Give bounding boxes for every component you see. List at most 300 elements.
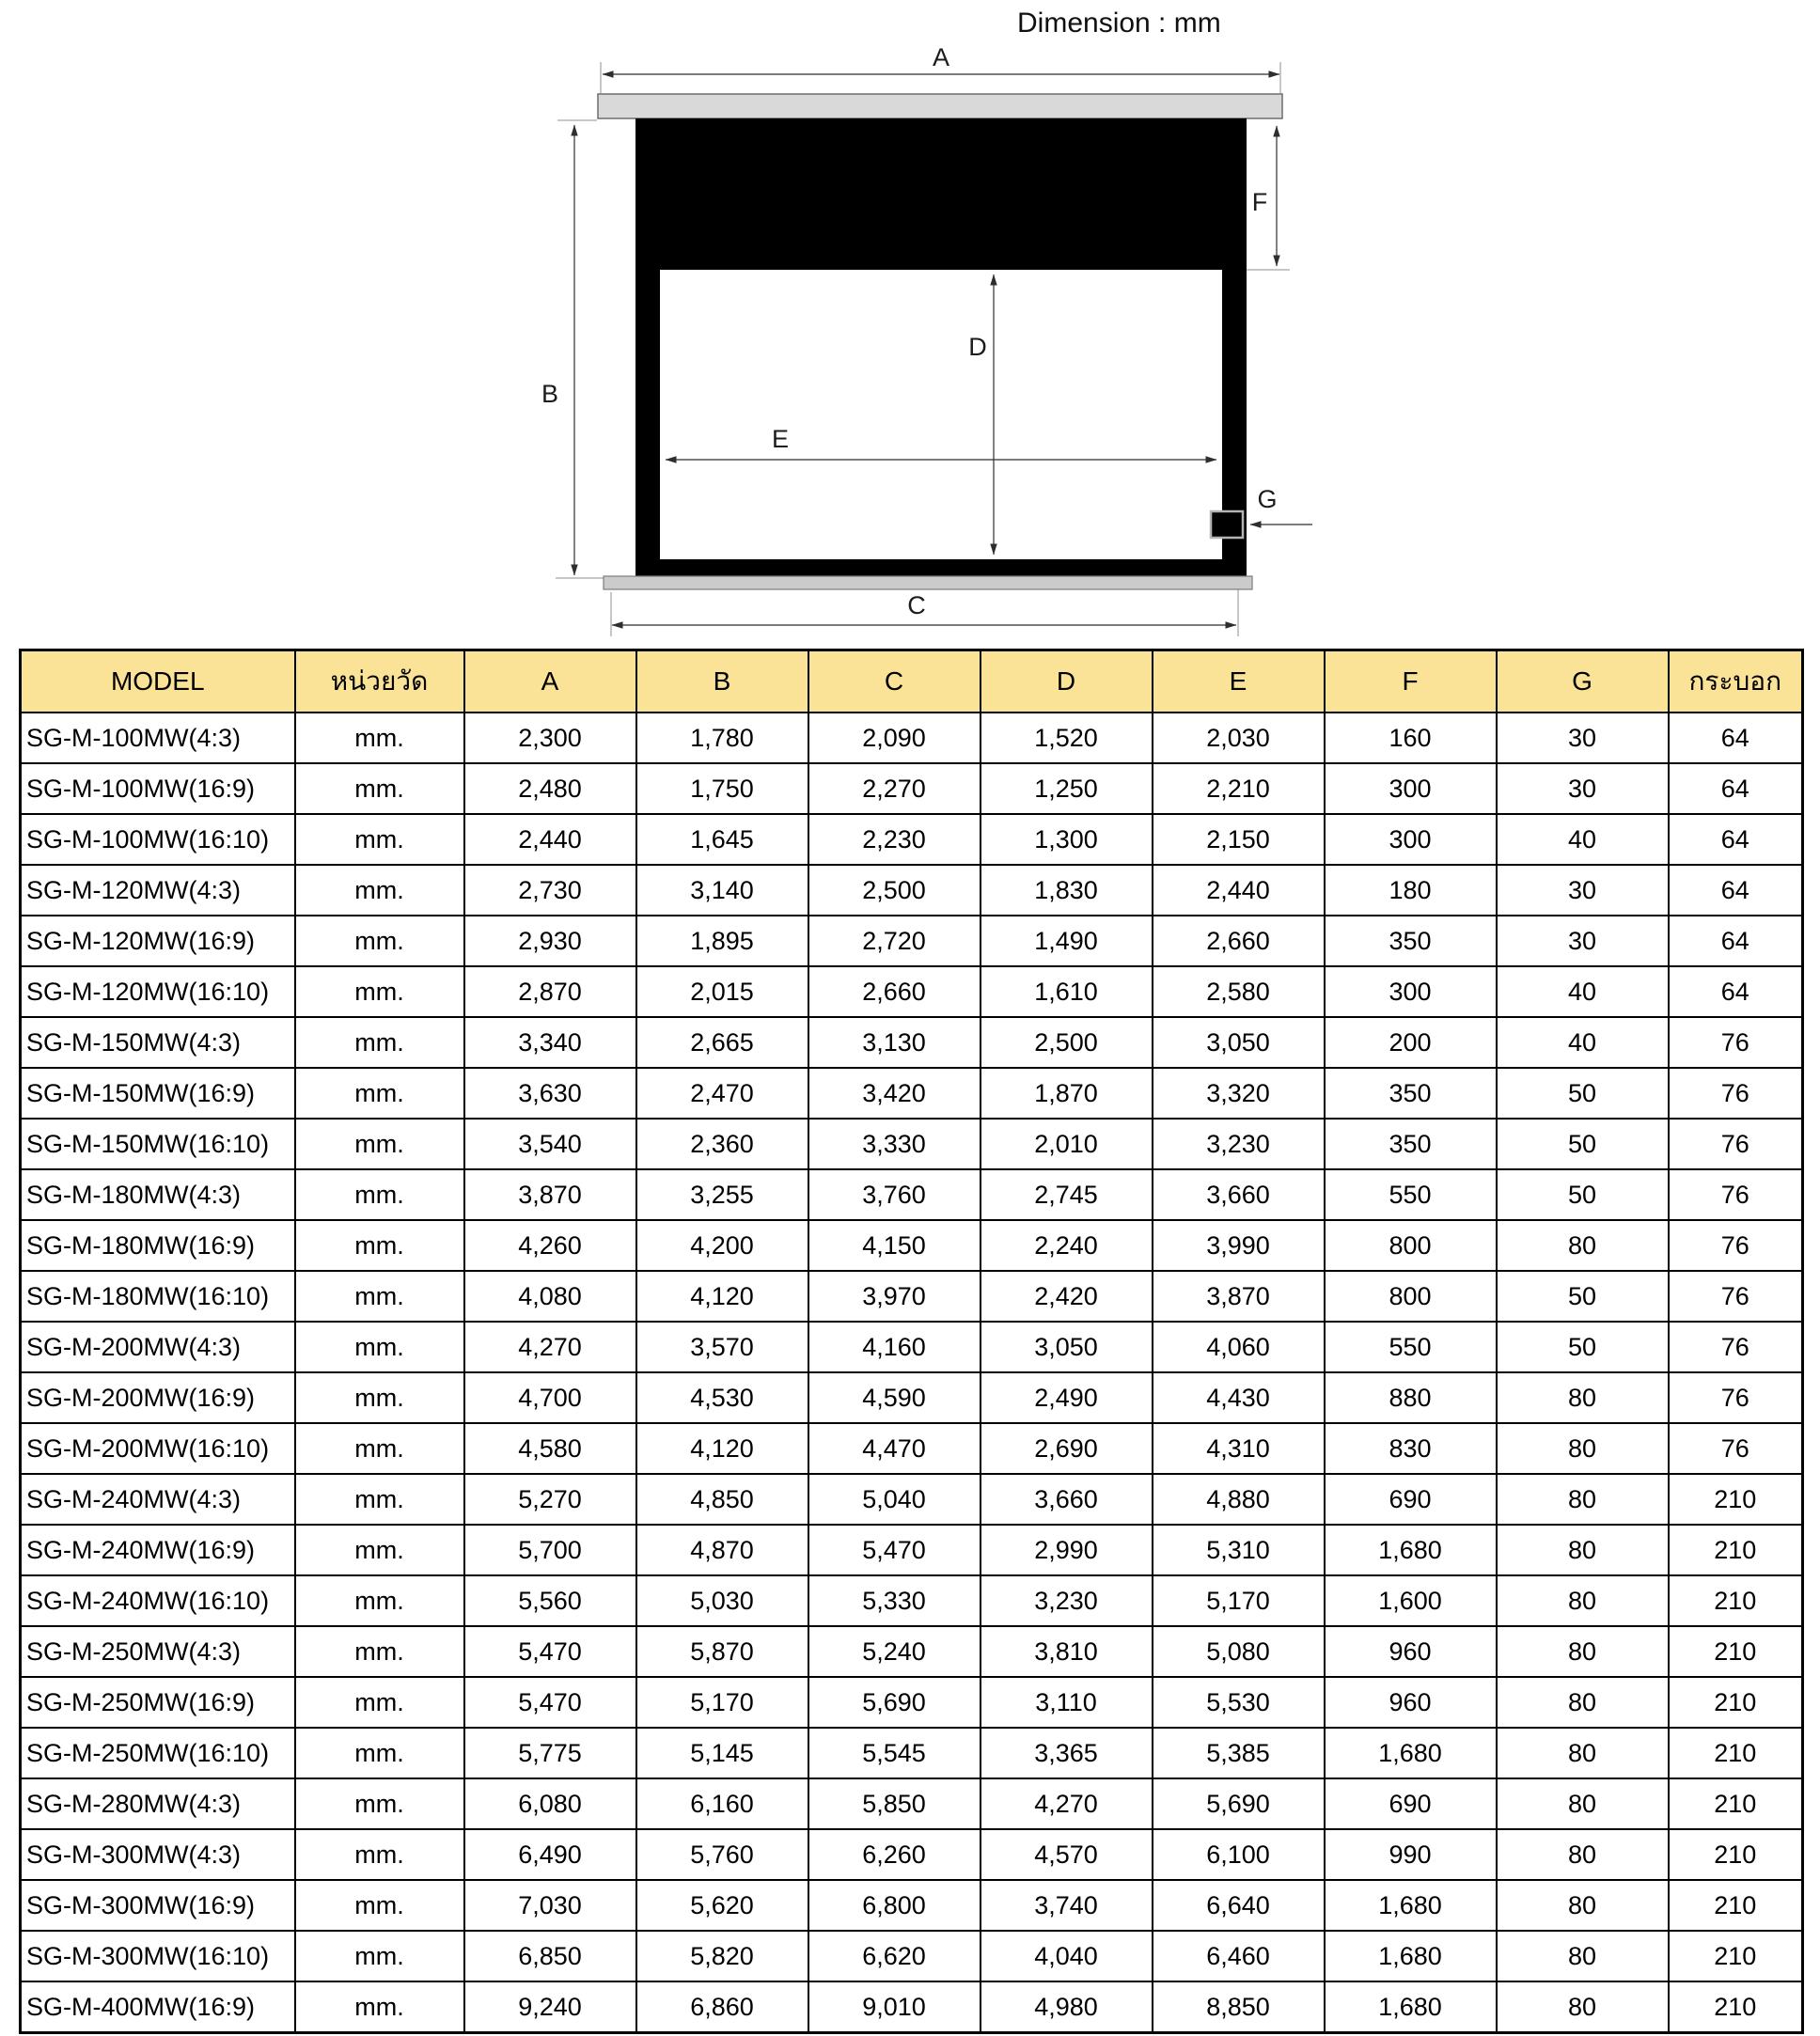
table-row bbox=[21, 1829, 1803, 1880]
spec-value-cell: 300 bbox=[1325, 966, 1497, 1017]
spec-value-cell: 5,690 bbox=[808, 1677, 981, 1728]
column-header: A bbox=[464, 650, 636, 713]
dim-label-e: E bbox=[771, 425, 790, 453]
spec-value-cell: 3,050 bbox=[1153, 1017, 1325, 1068]
spec-value-cell: 5,820 bbox=[636, 1931, 808, 1981]
spec-value-cell: 76 bbox=[1669, 1068, 1803, 1119]
spec-value-cell: 2,490 bbox=[981, 1372, 1153, 1423]
spec-value-cell: 2,745 bbox=[981, 1169, 1153, 1220]
spec-value-cell: 80 bbox=[1497, 1728, 1669, 1778]
spec-value-cell: 300 bbox=[1325, 763, 1497, 814]
spec-value-cell: 5,870 bbox=[636, 1626, 808, 1677]
spec-value-cell: 2,440 bbox=[464, 814, 636, 865]
spec-value-cell: 2,500 bbox=[981, 1017, 1153, 1068]
table-row bbox=[21, 1017, 1803, 1068]
spec-value-cell: mm. bbox=[295, 1525, 464, 1575]
spec-table bbox=[19, 649, 1804, 2034]
model-cell: SG-M-150MW(16:10) bbox=[21, 1119, 295, 1169]
spec-value-cell: 830 bbox=[1325, 1423, 1497, 1474]
spec-value-cell: 5,690 bbox=[1153, 1778, 1325, 1829]
spec-value-cell: 3,740 bbox=[981, 1880, 1153, 1931]
model-cell: SG-M-180MW(16:10) bbox=[21, 1271, 295, 1322]
spec-value-cell: 5,470 bbox=[464, 1677, 636, 1728]
spec-value-cell: mm. bbox=[295, 1119, 464, 1169]
spec-value-cell: 1,750 bbox=[636, 763, 808, 814]
spec-value-cell: 200 bbox=[1325, 1017, 1497, 1068]
spec-value-cell: 2,480 bbox=[464, 763, 636, 814]
spec-value-cell: 690 bbox=[1325, 1778, 1497, 1829]
spec-value-cell: 4,120 bbox=[636, 1423, 808, 1474]
model-cell: SG-M-100MW(16:10) bbox=[21, 814, 295, 865]
spec-value-cell: 30 bbox=[1497, 865, 1669, 916]
spec-value-cell: mm. bbox=[295, 1271, 464, 1322]
spec-value-cell: 50 bbox=[1497, 1169, 1669, 1220]
spec-value-cell: mm. bbox=[295, 1778, 464, 1829]
spec-value-cell: 30 bbox=[1497, 763, 1669, 814]
model-cell: SG-M-200MW(16:10) bbox=[21, 1423, 295, 1474]
model-cell: SG-M-280MW(4:3) bbox=[21, 1778, 295, 1829]
spec-value-cell: 2,580 bbox=[1153, 966, 1325, 1017]
spec-value-cell: 210 bbox=[1669, 1525, 1803, 1575]
table-row bbox=[21, 1677, 1803, 1728]
spec-value-cell: 6,850 bbox=[464, 1931, 636, 1981]
spec-value-cell: 5,385 bbox=[1153, 1728, 1325, 1778]
table-row bbox=[21, 814, 1803, 865]
spec-value-cell: 3,365 bbox=[981, 1728, 1153, 1778]
dim-label-b: B bbox=[541, 380, 559, 408]
spec-value-cell: 210 bbox=[1669, 1880, 1803, 1931]
spec-value-cell: 5,760 bbox=[636, 1829, 808, 1880]
spec-value-cell: 690 bbox=[1325, 1474, 1497, 1525]
spec-value-cell: 2,230 bbox=[808, 814, 981, 865]
spec-value-cell: 4,870 bbox=[636, 1525, 808, 1575]
spec-value-cell: 76 bbox=[1669, 1017, 1803, 1068]
spec-value-cell: 2,240 bbox=[981, 1220, 1153, 1271]
spec-value-cell: 3,050 bbox=[981, 1322, 1153, 1372]
spec-value-cell: 4,200 bbox=[636, 1220, 808, 1271]
spec-value-cell: mm. bbox=[295, 1372, 464, 1423]
spec-value-cell: 5,145 bbox=[636, 1728, 808, 1778]
spec-value-cell: 2,500 bbox=[808, 865, 981, 916]
spec-value-cell: 3,320 bbox=[1153, 1068, 1325, 1119]
spec-value-cell: 4,590 bbox=[808, 1372, 981, 1423]
spec-value-cell: 6,620 bbox=[808, 1931, 981, 1981]
spec-value-cell: 2,010 bbox=[981, 1119, 1153, 1169]
model-cell: SG-M-300MW(4:3) bbox=[21, 1829, 295, 1880]
spec-value-cell: 2,690 bbox=[981, 1423, 1153, 1474]
model-cell: SG-M-150MW(4:3) bbox=[21, 1017, 295, 1068]
spec-value-cell: mm. bbox=[295, 1728, 464, 1778]
model-cell: SG-M-250MW(16:10) bbox=[21, 1728, 295, 1778]
table-row bbox=[21, 1220, 1803, 1271]
spec-value-cell: 3,570 bbox=[636, 1322, 808, 1372]
spec-value-cell: 6,640 bbox=[1153, 1880, 1325, 1931]
spec-value-cell: 80 bbox=[1497, 1525, 1669, 1575]
casing-bar bbox=[598, 94, 1282, 118]
column-header: C bbox=[808, 650, 981, 713]
table-row bbox=[21, 865, 1803, 916]
spec-value-cell: 3,760 bbox=[808, 1169, 981, 1220]
model-cell: SG-M-150MW(16:9) bbox=[21, 1068, 295, 1119]
spec-value-cell: 5,240 bbox=[808, 1626, 981, 1677]
table-row bbox=[21, 1525, 1803, 1575]
spec-value-cell: 5,330 bbox=[808, 1575, 981, 1626]
spec-value-cell: 2,665 bbox=[636, 1017, 808, 1068]
spec-value-cell: 2,660 bbox=[808, 966, 981, 1017]
spec-value-cell: 80 bbox=[1497, 1778, 1669, 1829]
spec-value-cell: 1,250 bbox=[981, 763, 1153, 814]
spec-value-cell: 3,870 bbox=[464, 1169, 636, 1220]
model-cell: SG-M-180MW(16:9) bbox=[21, 1220, 295, 1271]
spec-value-cell: 5,030 bbox=[636, 1575, 808, 1626]
viewing-area bbox=[660, 270, 1222, 559]
spec-value-cell: 3,230 bbox=[981, 1575, 1153, 1626]
spec-value-cell: 5,080 bbox=[1153, 1626, 1325, 1677]
spec-value-cell: 350 bbox=[1325, 1119, 1497, 1169]
spec-value-cell: mm. bbox=[295, 1220, 464, 1271]
spec-value-cell: 6,100 bbox=[1153, 1829, 1325, 1880]
spec-value-cell: 64 bbox=[1669, 966, 1803, 1017]
dim-label-c: C bbox=[907, 591, 926, 619]
spec-value-cell: 2,440 bbox=[1153, 865, 1325, 916]
spec-value-cell: mm. bbox=[295, 1880, 464, 1931]
spec-value-cell: 5,700 bbox=[464, 1525, 636, 1575]
spec-value-cell: 4,270 bbox=[981, 1778, 1153, 1829]
spec-value-cell: 76 bbox=[1669, 1119, 1803, 1169]
spec-value-cell: 2,300 bbox=[464, 713, 636, 763]
column-header: หน่วยวัด bbox=[295, 650, 464, 713]
header-row bbox=[21, 650, 1803, 713]
spec-value-cell: 4,570 bbox=[981, 1829, 1153, 1880]
spec-value-cell: 1,680 bbox=[1325, 1880, 1497, 1931]
spec-value-cell: 3,870 bbox=[1153, 1271, 1325, 1322]
spec-value-cell: 350 bbox=[1325, 916, 1497, 966]
spec-value-cell: 9,010 bbox=[808, 1981, 981, 2033]
model-cell: SG-M-100MW(4:3) bbox=[21, 713, 295, 763]
spec-value-cell: mm. bbox=[295, 1575, 464, 1626]
spec-value-cell: 1,490 bbox=[981, 916, 1153, 966]
spec-value-cell: 76 bbox=[1669, 1372, 1803, 1423]
spec-value-cell: 800 bbox=[1325, 1271, 1497, 1322]
spec-value-cell: 2,720 bbox=[808, 916, 981, 966]
spec-value-cell: mm. bbox=[295, 763, 464, 814]
dimension-unit-note: Dimension : mm bbox=[1017, 8, 1221, 39]
spec-value-cell: 2,470 bbox=[636, 1068, 808, 1119]
spec-value-cell: 2,730 bbox=[464, 865, 636, 916]
spec-value-cell: 3,140 bbox=[636, 865, 808, 916]
spec-value-cell: 76 bbox=[1669, 1220, 1803, 1271]
spec-value-cell: 5,470 bbox=[808, 1525, 981, 1575]
model-cell: SG-M-100MW(16:9) bbox=[21, 763, 295, 814]
spec-value-cell: 76 bbox=[1669, 1169, 1803, 1220]
table-row bbox=[21, 1119, 1803, 1169]
model-cell: SG-M-180MW(4:3) bbox=[21, 1169, 295, 1220]
model-cell: SG-M-300MW(16:9) bbox=[21, 1880, 295, 1931]
table-row bbox=[21, 1728, 1803, 1778]
spec-value-cell: 1,870 bbox=[981, 1068, 1153, 1119]
spec-value-cell: 5,620 bbox=[636, 1880, 808, 1931]
spec-value-cell: 50 bbox=[1497, 1119, 1669, 1169]
model-cell: SG-M-240MW(16:10) bbox=[21, 1575, 295, 1626]
spec-value-cell: mm. bbox=[295, 1677, 464, 1728]
spec-value-cell: 7,030 bbox=[464, 1880, 636, 1931]
spec-value-cell: mm. bbox=[295, 713, 464, 763]
spec-value-cell: 2,030 bbox=[1153, 713, 1325, 763]
spec-value-cell: 4,080 bbox=[464, 1271, 636, 1322]
column-header: กระบอก bbox=[1669, 650, 1803, 713]
spec-value-cell: mm. bbox=[295, 1169, 464, 1220]
spec-value-cell: 3,660 bbox=[1153, 1169, 1325, 1220]
spec-value-cell: 6,160 bbox=[636, 1778, 808, 1829]
spec-value-cell: 80 bbox=[1497, 1220, 1669, 1271]
table-row bbox=[21, 1575, 1803, 1626]
spec-value-cell: 4,430 bbox=[1153, 1372, 1325, 1423]
spec-value-cell: 64 bbox=[1669, 763, 1803, 814]
model-cell: SG-M-300MW(16:10) bbox=[21, 1931, 295, 1981]
g-detail-square bbox=[1211, 511, 1243, 538]
spec-value-cell: 4,700 bbox=[464, 1372, 636, 1423]
spec-value-cell: 6,080 bbox=[464, 1778, 636, 1829]
spec-value-cell: 6,460 bbox=[1153, 1931, 1325, 1981]
spec-table-body bbox=[21, 713, 1803, 2033]
model-cell: SG-M-250MW(4:3) bbox=[21, 1626, 295, 1677]
column-header: D bbox=[981, 650, 1153, 713]
spec-value-cell: 40 bbox=[1497, 814, 1669, 865]
column-header: F bbox=[1325, 650, 1497, 713]
table-row bbox=[21, 1068, 1803, 1119]
spec-value-cell: mm. bbox=[295, 1626, 464, 1677]
spec-value-cell: 6,800 bbox=[808, 1880, 981, 1931]
spec-value-cell: 3,110 bbox=[981, 1677, 1153, 1728]
spec-value-cell: 350 bbox=[1325, 1068, 1497, 1119]
spec-value-cell: 550 bbox=[1325, 1169, 1497, 1220]
spec-value-cell: 80 bbox=[1497, 1677, 1669, 1728]
column-header: MODEL bbox=[21, 650, 295, 713]
spec-value-cell: 1,680 bbox=[1325, 1728, 1497, 1778]
spec-value-cell: mm. bbox=[295, 865, 464, 916]
table-row bbox=[21, 1474, 1803, 1525]
spec-value-cell: 80 bbox=[1497, 1981, 1669, 2033]
spec-value-cell: 50 bbox=[1497, 1271, 1669, 1322]
spec-value-cell: 3,970 bbox=[808, 1271, 981, 1322]
spec-value-cell: 5,530 bbox=[1153, 1677, 1325, 1728]
dim-label-g: G bbox=[1257, 485, 1278, 513]
spec-value-cell: 2,420 bbox=[981, 1271, 1153, 1322]
spec-value-cell: 3,990 bbox=[1153, 1220, 1325, 1271]
spec-value-cell: 1,600 bbox=[1325, 1575, 1497, 1626]
spec-value-cell: 1,680 bbox=[1325, 1931, 1497, 1981]
spec-value-cell: 5,545 bbox=[808, 1728, 981, 1778]
spec-value-cell: 6,260 bbox=[808, 1829, 981, 1880]
spec-value-cell: 80 bbox=[1497, 1626, 1669, 1677]
dim-label-d: D bbox=[968, 333, 987, 361]
spec-value-cell: 64 bbox=[1669, 713, 1803, 763]
spec-value-cell: 3,340 bbox=[464, 1017, 636, 1068]
spec-value-cell: 80 bbox=[1497, 1474, 1669, 1525]
spec-value-cell: 4,880 bbox=[1153, 1474, 1325, 1525]
spec-value-cell: 76 bbox=[1669, 1271, 1803, 1322]
spec-value-cell: 4,260 bbox=[464, 1220, 636, 1271]
spec-value-cell: 2,015 bbox=[636, 966, 808, 1017]
table-row bbox=[21, 1626, 1803, 1677]
model-cell: SG-M-200MW(16:9) bbox=[21, 1372, 295, 1423]
column-header: G bbox=[1497, 650, 1669, 713]
spec-value-cell: 3,130 bbox=[808, 1017, 981, 1068]
spec-value-cell: 2,990 bbox=[981, 1525, 1153, 1575]
table-row bbox=[21, 966, 1803, 1017]
dim-label-a: A bbox=[932, 43, 950, 71]
spec-value-cell: 1,830 bbox=[981, 865, 1153, 916]
model-cell: SG-M-120MW(16:9) bbox=[21, 916, 295, 966]
spec-value-cell: 2,870 bbox=[464, 966, 636, 1017]
spec-value-cell: 210 bbox=[1669, 1474, 1803, 1525]
spec-value-cell: 4,060 bbox=[1153, 1322, 1325, 1372]
spec-value-cell: 160 bbox=[1325, 713, 1497, 763]
column-header: E bbox=[1153, 650, 1325, 713]
spec-value-cell: 64 bbox=[1669, 916, 1803, 966]
spec-value-cell: 4,160 bbox=[808, 1322, 981, 1372]
spec-value-cell: 5,310 bbox=[1153, 1525, 1325, 1575]
spec-value-cell: 210 bbox=[1669, 1575, 1803, 1626]
table-row bbox=[21, 1372, 1803, 1423]
table-row bbox=[21, 1169, 1803, 1220]
spec-value-cell: 800 bbox=[1325, 1220, 1497, 1271]
model-cell: SG-M-200MW(4:3) bbox=[21, 1322, 295, 1372]
spec-value-cell: mm. bbox=[295, 1474, 464, 1525]
spec-value-cell: 2,930 bbox=[464, 916, 636, 966]
spec-value-cell: 210 bbox=[1669, 1778, 1803, 1829]
spec-value-cell: 8,850 bbox=[1153, 1981, 1325, 2033]
spec-value-cell: 210 bbox=[1669, 1981, 1803, 2033]
spec-value-cell: 5,170 bbox=[1153, 1575, 1325, 1626]
spec-value-cell: 50 bbox=[1497, 1068, 1669, 1119]
table-row bbox=[21, 1981, 1803, 2033]
spec-value-cell: mm. bbox=[295, 916, 464, 966]
spec-value-cell: 4,040 bbox=[981, 1931, 1153, 1981]
model-cell: SG-M-400MW(16:9) bbox=[21, 1981, 295, 2033]
spec-value-cell: 4,530 bbox=[636, 1372, 808, 1423]
spec-value-cell: 1,680 bbox=[1325, 1525, 1497, 1575]
table-row bbox=[21, 1931, 1803, 1981]
spec-value-cell: 5,270 bbox=[464, 1474, 636, 1525]
spec-value-cell: 1,610 bbox=[981, 966, 1153, 1017]
spec-value-cell: 5,470 bbox=[464, 1626, 636, 1677]
table-row bbox=[21, 1322, 1803, 1372]
spec-value-cell: 64 bbox=[1669, 865, 1803, 916]
table-row bbox=[21, 1271, 1803, 1322]
spec-value-cell: 4,120 bbox=[636, 1271, 808, 1322]
spec-value-cell: 40 bbox=[1497, 1017, 1669, 1068]
spec-value-cell: mm. bbox=[295, 966, 464, 1017]
spec-value-cell: 3,540 bbox=[464, 1119, 636, 1169]
column-header: B bbox=[636, 650, 808, 713]
table-row bbox=[21, 916, 1803, 966]
spec-value-cell: 4,850 bbox=[636, 1474, 808, 1525]
spec-value-cell: 4,310 bbox=[1153, 1423, 1325, 1474]
spec-value-cell: 3,330 bbox=[808, 1119, 981, 1169]
spec-value-cell: mm. bbox=[295, 1068, 464, 1119]
spec-value-cell: 1,780 bbox=[636, 713, 808, 763]
model-cell: SG-M-120MW(4:3) bbox=[21, 865, 295, 916]
spec-value-cell: 3,255 bbox=[636, 1169, 808, 1220]
screen-diagram bbox=[0, 0, 1820, 645]
spec-value-cell: 960 bbox=[1325, 1677, 1497, 1728]
bottom-weight-bar bbox=[604, 576, 1252, 589]
model-cell: SG-M-240MW(4:3) bbox=[21, 1474, 295, 1525]
spec-value-cell: 6,860 bbox=[636, 1981, 808, 2033]
spec-value-cell: 2,660 bbox=[1153, 916, 1325, 966]
spec-value-cell: 3,420 bbox=[808, 1068, 981, 1119]
table-row bbox=[21, 1423, 1803, 1474]
spec-table-section bbox=[19, 649, 1801, 2034]
spec-value-cell: 5,560 bbox=[464, 1575, 636, 1626]
spec-value-cell: 550 bbox=[1325, 1322, 1497, 1372]
spec-value-cell: 990 bbox=[1325, 1829, 1497, 1880]
spec-value-cell: 2,090 bbox=[808, 713, 981, 763]
spec-value-cell: 3,810 bbox=[981, 1626, 1153, 1677]
spec-value-cell: 210 bbox=[1669, 1626, 1803, 1677]
spec-value-cell: 880 bbox=[1325, 1372, 1497, 1423]
spec-value-cell: 80 bbox=[1497, 1372, 1669, 1423]
spec-value-cell: 3,660 bbox=[981, 1474, 1153, 1525]
dim-label-f: F bbox=[1251, 188, 1268, 216]
spec-value-cell: 9,240 bbox=[464, 1981, 636, 2033]
spec-value-cell: 64 bbox=[1669, 814, 1803, 865]
spec-value-cell: 80 bbox=[1497, 1931, 1669, 1981]
spec-value-cell: 3,230 bbox=[1153, 1119, 1325, 1169]
spec-value-cell: mm. bbox=[295, 1981, 464, 2033]
spec-value-cell: 4,470 bbox=[808, 1423, 981, 1474]
model-cell: SG-M-250MW(16:9) bbox=[21, 1677, 295, 1728]
spec-value-cell: 300 bbox=[1325, 814, 1497, 865]
spec-value-cell: 210 bbox=[1669, 1728, 1803, 1778]
spec-value-cell: 30 bbox=[1497, 916, 1669, 966]
table-row bbox=[21, 1778, 1803, 1829]
spec-value-cell: 3,630 bbox=[464, 1068, 636, 1119]
spec-value-cell: 4,150 bbox=[808, 1220, 981, 1271]
spec-value-cell: 5,775 bbox=[464, 1728, 636, 1778]
spec-value-cell: 210 bbox=[1669, 1677, 1803, 1728]
spec-value-cell: 1,895 bbox=[636, 916, 808, 966]
spec-value-cell: 210 bbox=[1669, 1931, 1803, 1981]
spec-value-cell: 4,980 bbox=[981, 1981, 1153, 2033]
table-row bbox=[21, 1880, 1803, 1931]
spec-value-cell: 40 bbox=[1497, 966, 1669, 1017]
spec-value-cell: 80 bbox=[1497, 1829, 1669, 1880]
spec-value-cell: 30 bbox=[1497, 713, 1669, 763]
spec-value-cell: 2,210 bbox=[1153, 763, 1325, 814]
spec-value-cell: 180 bbox=[1325, 865, 1497, 916]
table-row bbox=[21, 763, 1803, 814]
spec-value-cell: 80 bbox=[1497, 1423, 1669, 1474]
spec-value-cell: 1,645 bbox=[636, 814, 808, 865]
spec-value-cell: mm. bbox=[295, 1017, 464, 1068]
model-cell: SG-M-120MW(16:10) bbox=[21, 966, 295, 1017]
spec-value-cell: 50 bbox=[1497, 1322, 1669, 1372]
spec-value-cell: 4,270 bbox=[464, 1322, 636, 1372]
table-row bbox=[21, 713, 1803, 763]
spec-value-cell: 210 bbox=[1669, 1829, 1803, 1880]
spec-value-cell: 1,300 bbox=[981, 814, 1153, 865]
spec-value-cell: 5,850 bbox=[808, 1778, 981, 1829]
spec-value-cell: 6,490 bbox=[464, 1829, 636, 1880]
spec-value-cell: 80 bbox=[1497, 1880, 1669, 1931]
spec-value-cell: 5,170 bbox=[636, 1677, 808, 1728]
spec-value-cell: 5,040 bbox=[808, 1474, 981, 1525]
spec-value-cell: mm. bbox=[295, 1829, 464, 1880]
spec-value-cell: 76 bbox=[1669, 1322, 1803, 1372]
spec-value-cell: 2,360 bbox=[636, 1119, 808, 1169]
